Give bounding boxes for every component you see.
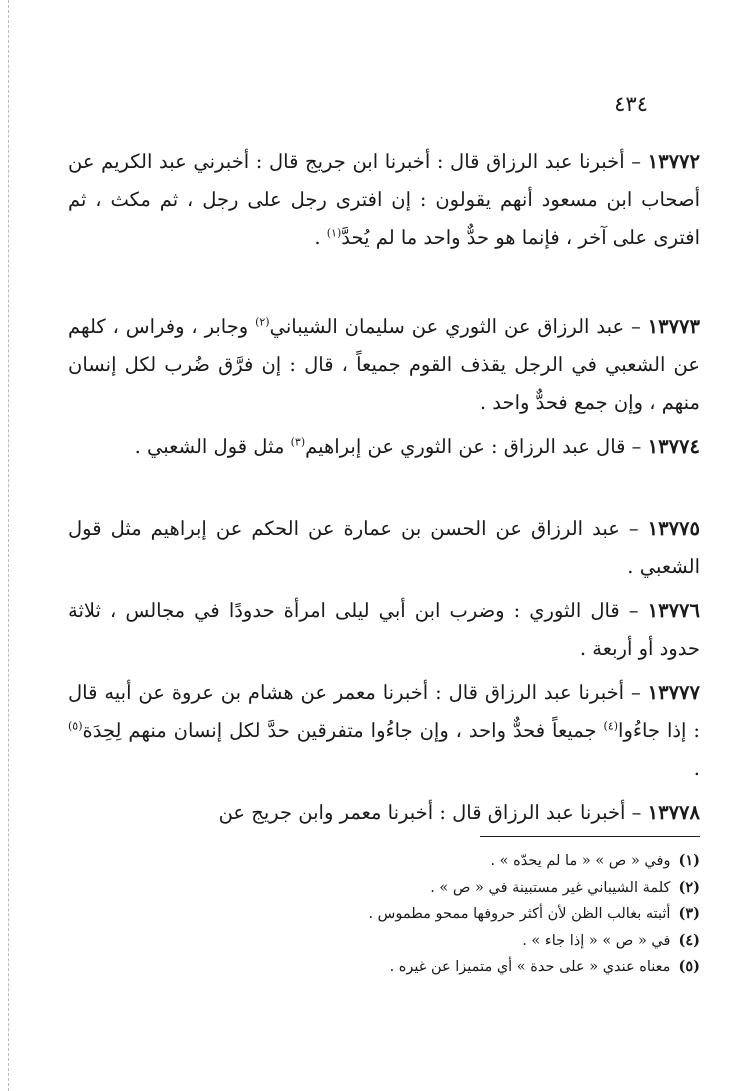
hadith-number: ١٣٧٧٨ bbox=[647, 801, 700, 824]
hadith-text: – قال الثوري : وضرب ابن أبي ليلى امرأة حدودًا في مجالس ، ثلاثة حدود أو أربعة . bbox=[68, 599, 700, 660]
hadith-number: ١٣٧٧٤ bbox=[647, 435, 700, 458]
hadith-entry bbox=[68, 674, 700, 788]
footnote-text: في « ص » « إذا جاء » . bbox=[522, 932, 671, 949]
footnote bbox=[68, 928, 700, 955]
footnote-ref: (١) bbox=[326, 226, 342, 240]
footnote-ref: (٤) bbox=[603, 719, 619, 733]
hadith-text: – عبد الرزاق عن الثوري عن سليمان الشيباني bbox=[269, 315, 641, 338]
book-page bbox=[68, 0, 700, 1091]
hadith-number: ١٣٧٧٦ bbox=[647, 599, 700, 622]
hadith-entry bbox=[68, 794, 700, 832]
hadith-entry bbox=[68, 143, 700, 257]
hadith-entry bbox=[68, 510, 700, 586]
footnote-number: (١) bbox=[678, 852, 700, 869]
hadith-text: – أخبرنا عبد الرزاق قال : أخبرنا ابن جريج قال : أخبرني عبد الكريم عن أصحاب ابن مسعود أنهم يقولون : إن افترى رجل على رجل ، ثم مكث ، ثم افترى على آخر ، فإنما هو حدٌّ واحد ما لم يُحدَّ bbox=[68, 150, 700, 249]
footnotes-list bbox=[68, 848, 700, 981]
footnote-ref: (٥) bbox=[68, 719, 83, 733]
hadith-text-tail: وجابر ، وفراس ، كلهم عن الشعبي في الرجل يقذف القوم جميعاً ، قال : إن فرَّق ضُرب لكل إنسان منهم ، وإن جمع فحدٌّ واحد . bbox=[68, 315, 700, 414]
hadith-number: ١٣٧٧٢ bbox=[647, 150, 700, 173]
footnote-number: (٣) bbox=[678, 905, 700, 922]
hadith-text-tail: . bbox=[693, 757, 700, 780]
hadith-number: ١٣٧٧٧ bbox=[647, 681, 700, 704]
hadith-text: – أخبرنا عبد الرزاق قال : أخبرنا معمر عن هشام بن عروة عن أبيه قال : إذا جاءُوا bbox=[68, 681, 700, 742]
footnote-text: كلمة الشيباني غير مستبينة في « ص » . bbox=[430, 879, 671, 896]
footnote-text: وفي « ص » « ما لم يحدّه » . bbox=[490, 853, 671, 869]
footnote-ref: (٣) bbox=[290, 435, 306, 449]
hadith-text: – أخبرنا عبد الرزاق قال : أخبرنا معمر وابن جريج عن bbox=[218, 801, 642, 824]
footnote bbox=[68, 901, 700, 928]
page-number: ٤٣٤ bbox=[614, 92, 648, 116]
hadith-entry bbox=[68, 592, 700, 668]
footnote-text: أثبته بغالب الظن لأن أكثر حروفها ممحو مطموس . bbox=[368, 906, 671, 922]
hadith-entry bbox=[68, 428, 700, 466]
hadith-number: ١٣٧٧٣ bbox=[647, 315, 701, 338]
hadith-text-tail: . bbox=[314, 226, 327, 249]
hadith-entry bbox=[68, 308, 700, 422]
footnote-divider bbox=[480, 836, 700, 837]
footnote bbox=[68, 875, 700, 902]
footnote bbox=[68, 954, 700, 981]
footnote-number: (٤) bbox=[678, 931, 700, 949]
page-edge-rule bbox=[8, 0, 9, 1091]
footnote-number: (٢) bbox=[678, 878, 700, 896]
hadith-number: ١٣٧٧٥ bbox=[647, 517, 700, 540]
footnote-text: معناه عندي « على حدة » أي متميزا عن غيره . bbox=[389, 959, 671, 975]
footnote-ref: (٢) bbox=[255, 315, 270, 329]
hadith-text-tail: جميعاً فحدٌّ واحد ، وإن جاءُوا متفرقين حدَّ لكل إنسان منهم لِحِدَة bbox=[82, 719, 604, 742]
footnote-number: (٥) bbox=[678, 958, 700, 975]
hadith-text-tail: مثل قول الشعبي . bbox=[134, 435, 291, 458]
hadith-text: – قال عبد الرزاق : عن الثوري عن إبراهيم bbox=[305, 435, 642, 458]
footnote bbox=[68, 848, 700, 875]
hadith-text: – عبد الرزاق عن الحسن بن عمارة عن الحكم عن إبراهيم مثل قول الشعبي . bbox=[68, 517, 700, 578]
